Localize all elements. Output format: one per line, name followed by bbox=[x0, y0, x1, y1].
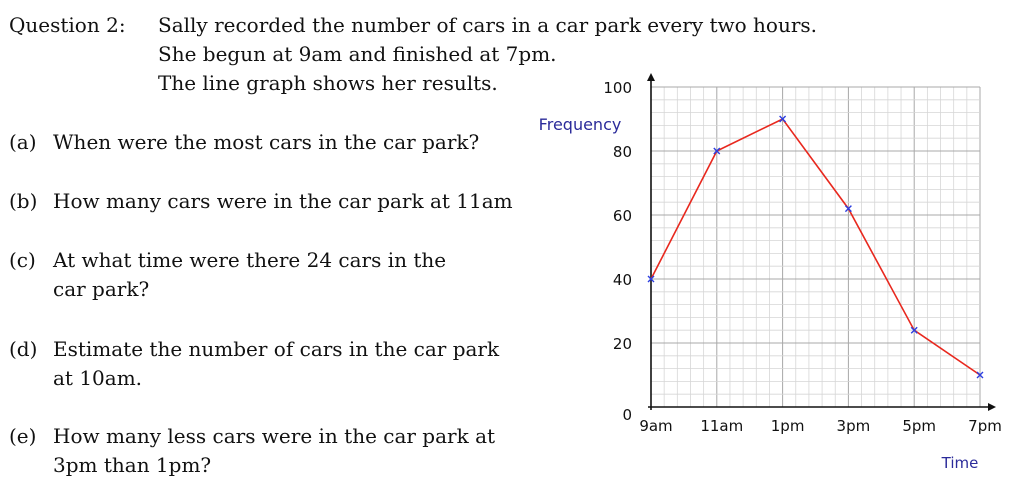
part-text: car park? bbox=[53, 277, 150, 301]
part-letter: (e) bbox=[9, 424, 37, 448]
part-text: Estimate the number of cars in the car park bbox=[53, 337, 500, 361]
part-e bbox=[9, 422, 495, 480]
line-graph bbox=[520, 70, 1020, 480]
part-text: How many less cars were in the car park at bbox=[53, 424, 496, 448]
part-text: When were the most cars in the car park? bbox=[53, 130, 480, 154]
intro-line: Sally recorded the number of cars in a car park every two hours. bbox=[158, 13, 818, 37]
x-tick-label: 9am bbox=[639, 417, 673, 435]
y-tick-label: 60 bbox=[612, 207, 632, 225]
intro-line: She begun at 9am and finished at 7pm. bbox=[158, 42, 557, 66]
part-letter: (c) bbox=[9, 248, 36, 272]
x-tick-label: 1pm bbox=[770, 417, 805, 435]
x-tick-label: 7pm bbox=[968, 417, 1002, 435]
x-tick-label: 3pm bbox=[836, 417, 871, 435]
data-line bbox=[651, 119, 980, 375]
part-text: How many cars were in the car park at 11am bbox=[53, 189, 513, 213]
part-text: at 10am. bbox=[53, 366, 143, 390]
intro-line: The line graph shows her results. bbox=[158, 71, 498, 95]
x-tick-label: 11am bbox=[700, 417, 744, 435]
part-letter: (d) bbox=[9, 337, 38, 361]
y-tick-label: 20 bbox=[612, 335, 632, 353]
y-tick-label: 40 bbox=[612, 271, 632, 289]
part-a bbox=[9, 128, 479, 157]
y-tick-label: 100 bbox=[603, 79, 632, 97]
part-letter: (b) bbox=[9, 189, 38, 213]
y-axis-arrow bbox=[647, 73, 655, 81]
x-axis-title: Time bbox=[941, 454, 979, 472]
question-label: Question 2: bbox=[9, 13, 126, 37]
y-tick-label: 0 bbox=[622, 406, 632, 424]
part-letter: (a) bbox=[9, 130, 37, 154]
x-tick-label: 5pm bbox=[902, 417, 937, 435]
part-text: 3pm than 1pm? bbox=[53, 453, 212, 477]
y-tick-label: 80 bbox=[612, 143, 632, 161]
y-axis-title: Frequency bbox=[538, 115, 622, 134]
part-d bbox=[9, 335, 499, 393]
x-axis-arrow bbox=[988, 403, 996, 411]
part-b bbox=[9, 187, 513, 216]
part-c bbox=[9, 246, 446, 304]
line-chart-svg bbox=[520, 70, 1020, 480]
part-text: At what time were there 24 cars in the bbox=[53, 248, 447, 272]
